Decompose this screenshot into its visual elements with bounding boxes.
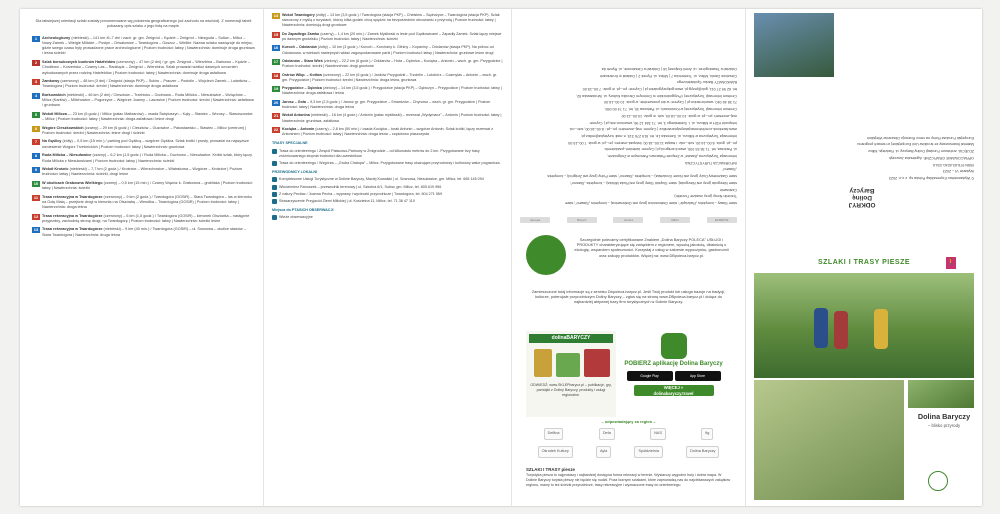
- shop-brand: dolinaBARYCZY: [529, 334, 613, 343]
- shop-products-image: [526, 331, 616, 417]
- guide-icon: [272, 199, 277, 204]
- trail-number: 16: [273, 45, 279, 51]
- app-store-button[interactable]: App Store: [675, 371, 721, 381]
- trail-entry: [272, 127, 503, 137]
- trail-title: Wzgórz Cieszkowskich: [42, 125, 84, 130]
- trail-entry: [32, 214, 255, 225]
- trail-entry: [272, 100, 503, 110]
- sponsor-logo-icon: Barycz: [567, 217, 597, 223]
- trail-title: Ruda Milicka – Niesułowice: [42, 153, 92, 158]
- upside-down-info-block: [512, 9, 745, 209]
- info-line: maj–wrzesień: pn.–pt. w godz. 10.00–18.00, sob. w godz. 10.00–13.00: [621, 113, 737, 118]
- list-item-text: Z natury Pectiac / Joanna Pecha – wyprawy i wycieczki przyrodnicze | Twardogóra, tel. 604 271 569: [279, 191, 443, 196]
- cover-big-title: ODKRYJ Dolinę Baryczy: [848, 187, 876, 208]
- info-line: Centrum Informacji Turystycznej w Krośnicach, ul. Parkowa 30, tel. 71 74 00 055,: [604, 107, 737, 112]
- trail-entry: [272, 86, 503, 96]
- info-line: INFORMACJA TURYSTYCZNA: [685, 160, 737, 165]
- sponsor-logos: [512, 215, 745, 225]
- list-item-text: Włodzimierz Ranoszek – przewodnik terenowy | ul. Szkolna 6/1, Sułów, gm. Milicz, tel. 605 619 956: [279, 184, 442, 189]
- trail-entries-2: [272, 13, 503, 137]
- imprint-line: Europejski Fundusz Rolny na rzecz Rozwoju Obszarów Wiejskich: [866, 135, 974, 140]
- trail-text: Ruda Milicka – Niesułowice (czarny) – 6,2 km (1,5 godz.) / Ruda Milicka – Duchowo – Niesułowice. Krótki szlak, który łączy Ruda Milicka z Niesułowicami | Poziom trudności: łatwy | Nawierzchnia: ścieżki: [42, 153, 252, 163]
- imprint-line: ZDJĘCIA: archiwum Fundacji Doliny Baryczy, ul. Radzieja, Milicz: [868, 149, 974, 154]
- trail-text: Kuroch – Odolanów (żółty) – 10 km (3 godz.) / Kuroch – Kurchany k. Glininy – Kopaniny – Odolanów (stacja PKP). Na północ od Odolanowa, w wiekach nastepnych widać zagospodarowane parki | Poziom trudności: łatwy | Nawierzchnia: gruntowe leśne drogi: [282, 45, 494, 55]
- trail-entry: [32, 181, 255, 192]
- trail-title: Kocięba – Antonin: [282, 126, 315, 131]
- product-box-icon: [556, 353, 580, 377]
- trail-number: 20: [273, 99, 279, 105]
- trail-entries-1: [32, 36, 255, 238]
- trail-title: Do Zapadłego Zamku: [282, 31, 320, 36]
- trail-entry: [272, 73, 503, 83]
- trail-entry: [32, 167, 255, 178]
- trail-entry: [32, 36, 255, 57]
- poleca-badge-icon: [526, 235, 566, 275]
- photo-meadow: [754, 380, 904, 500]
- imprint-line: Wydanie VI – 2023: [942, 169, 974, 174]
- list-item-text: Stowarzyszenie Przyjaciół Ziemi Milickiej | ul. Kościelna 11, Milicz, tel. 71 38 47 110: [279, 198, 415, 203]
- partner-logo: Spółdzielnia: [634, 446, 662, 457]
- trail-entry: [32, 227, 255, 238]
- trail-title: Ostrów Wlkp. – Kotłów: [282, 72, 322, 77]
- info-line: www.facebook.com/informacjaturystycznamilicz | Czynne: maj–wrzesień: pn.–pt.: 8.00–16.00, sob.–nd.: [569, 127, 737, 132]
- cert-text: Szczególnie polecamy certyfikowane Znakiem „Dolina Baryczy POLECA” USŁUGI i PRODUKTY charakteryzujące się związkiem z regionem, wysoką jakością, dbałością o ekologię, wsparciem społeczności. Korzystaj z usług w zakresie wypoczynku, gastronomii oraz zakupy produktów. Więcej na: www.DBpoleca.barycz.pl.: [574, 237, 729, 258]
- trail-title: Archeologiczny: [42, 35, 71, 40]
- info-line: ul. Parkowa, tel. 71 38 53 935, www.it.zmigrod.pl | Czynne: kwiecień–październik:: [604, 147, 737, 152]
- trail-title: Wokół Twardogóry: [282, 13, 315, 17]
- imprint-line: © Wydawnictwo ExpressMap Polska sp. z o.o. 2023: [888, 176, 974, 180]
- trails-text: Turystyka piesza to najprostszy i najbardziej dostępna forma rekreacji w terenie. Wystarczy wygodne buty i dobra mapa. W Dolinie Baryczy turysta pieszy nie będzie się nudził. Poza licznymi szlakami, które zaprowadzą nas do najciekawszych zakątków regionu, mamy tu też ścieżki przyrodnicze, trasy rekreacyjne i wyznaczone trasy do orienteeringu.: [526, 473, 731, 488]
- info-panel: [512, 9, 745, 506]
- trail-text: Wzgórz Cieszkowskich (czarny) – 29 km (6 godz.) / Cieszków – Guzowice – Pakosławsko – Stawiec – Milicz (centrum) | Poziom trudności: średni | Nawierzchnia: leśne drogi i ścieżki: [42, 125, 247, 135]
- list-item-text: Trasa do orienteeringu / Wzgórza – „Gruba Chałupa” – Milicz. Przygotowane trasy ukazujące przyrodniczy i kulturowy walor pogranicza.: [279, 160, 501, 165]
- photo-lake: [754, 13, 834, 77]
- info-line: pn.–pt. godz. 8.00–16.00, sob.–ndz. i święta 11.00–18.00, listopad–marzec: pn.–pt. w godz. 7.00–15.00: [568, 140, 737, 145]
- trail-entry: [32, 153, 255, 164]
- trail-text: Trasa rekreacyjna w Twardogórze (czerwony) – 9 km (2 godz.) / Twardogóra (GOSiR) – Stara Twardogóra – las w kierunku na Gołę Małą – przejście drogi w kierunku na Olszówkę – Wesółka – Twardogóra (GOSiR) | Poziom trudności: łatwy | Nawierzchnia: droga leśna: [42, 194, 252, 210]
- observation-text: Wieże obserwacyjne: [279, 215, 313, 220]
- hiker-figure-icon: [814, 308, 828, 348]
- trail-text: Ostrów Wlkp. – Kotłów (czerwony) – 22 km (6 godz.) / Janków Przygodzki – Trzcielin – Lutobórz – Czarnylas – Antonin – wsch. gr. gm. Przygodzice | Poziom trudności: średni | Nawierzchnia: droga leśna, gruntowa: [282, 72, 497, 82]
- trail-title: Przygodzice – Dębnica: [282, 86, 322, 91]
- imprint-line: Materiał finansowany ze środków Unii Europejskiej w ramach programu: [857, 142, 974, 147]
- trail-number: 8: [32, 153, 40, 159]
- trail-number: 5: [32, 112, 40, 118]
- more-link[interactable]: [634, 385, 714, 396]
- partners-row-2: [526, 445, 731, 459]
- sponsor-logo-icon: EFRROW: [707, 217, 737, 223]
- guide-icon: [272, 185, 277, 190]
- trail-entry: [272, 45, 503, 55]
- trail-number: 1: [32, 36, 40, 42]
- trail-text: Szlak borsukowych bunkrów Hatzfeldów (czerwony) – 47 km (2 dni) / gr. gm. Żmigród – Wierzbina – Barkowo – Kędzie – Chodlewo – Korzeńsko – Czarny Las – Radziądz – Żmigród – Wierzbina. Szlak prowadzi wzdłuż dawnych umocnień wybudowanych przez rodzinę Hatzfeldów | Poziom trudności: łatwy | Nawierzchnia: dominuje droga asfaltowa: [42, 59, 251, 75]
- imprint-line: OPRACOWANIE GRAFICZNE: Agnieszka Juszczyk: [888, 155, 974, 160]
- trail-text: Wokół Antonina (niebieski) – 16 km (4 godz.) / Antonin (pałac myśliwski) – rezerwat „Wydymacz” – Antonin | Poziom trudności: łatwy | Nawierzchnia: gruntowa, asfaltowa: [282, 113, 502, 123]
- trail-title: Szlak borsukowych bunkrów Hatzfeldów: [42, 59, 116, 64]
- trail-title: Borkowskich: [42, 92, 66, 97]
- list-item-text: Trasa do orienteeringu / Zespół Pałacowo-Parkowy w Żmigrodzie – od kilkunastu metrów do 2 km. Przygotowane trzy trasy zróżnicowanego stopnia trudności dla uczestników.: [279, 148, 480, 158]
- hiker-figure-icon: [834, 311, 848, 349]
- shop-text: ODWIEDŹ: www.SKLEPbarycz.pl – publikacje, gry, pamiątki z Doliny Baryczy, produkty i usługi regionalne.: [530, 383, 612, 397]
- trail-text: Zamkowy (czerwony) – 48 km (3 dni) / Żmigród (stacja PKP) – Sułów – Praczer – Postolin – Wojciech Zamek – Ludwików – Twardogóra | Poziom trudności: średni | Nawierzchnia: dominuje droga asfaltowa: [42, 79, 251, 89]
- trail-entry: [272, 59, 503, 69]
- trail-title: Trasa rekreacyjna w Twardogórze: [42, 213, 103, 218]
- app-promo-row: [526, 331, 731, 417]
- trail-text: Przygodzice – Dębnica (zielony) – 14 km (3,5 godz.) / Przygodzice (stacja PKP) – Gębiczyn – Przygodzice | Poziom trudności: łatwy | Nawierzchnia: droga asfaltowa i leśna: [282, 86, 502, 96]
- list-item: [272, 199, 503, 204]
- trail-title: Kuroch – Odolanów: [282, 45, 317, 50]
- trail-number: 11: [33, 194, 39, 200]
- trail-title: Wokół Milicza: [42, 111, 67, 116]
- trail-text: Odolanów – Stara Wieś (zielony) – 22,2 km (6 godz.) / Odolanów – Huta – Dębnica – Kocięba – Antonin – wsch. gr. gm. Przygodzice | Poziom trudności: średni | Nawierzchnia: drogi gruntowe: [282, 58, 503, 69]
- trail-number: 2: [32, 60, 40, 66]
- trail-entry: [272, 13, 503, 29]
- info-line: stare Stawy – kompleks „Radziądz”; stare Grabownica (przy wsi Grabownica) – kompleks „Stawno”; stare: [565, 201, 737, 205]
- cover-panel: [746, 9, 982, 506]
- app-promo: [616, 331, 731, 417]
- tower-icon: [272, 215, 277, 220]
- trail-title: W okolicach Grabowna Wielkiego: [42, 180, 103, 185]
- photo-hikers-forest: [754, 273, 974, 378]
- trail-entry: [272, 113, 503, 123]
- hiker-figure-icon: [874, 309, 888, 349]
- info-line: 71 38 46 040, www.krosnice.pl | Czynne: w dni powszednie, w godz. 10.00–18.00: [604, 100, 737, 105]
- more-label: WIĘCEJ »: [663, 385, 684, 390]
- special-routes-list: [272, 149, 503, 167]
- photo-trees: [908, 380, 974, 408]
- trails-heading: SZLAKI I TRASY piesze: [526, 467, 575, 472]
- trail-title: Zamkowy: [42, 79, 60, 84]
- trail-text: Wokół Twardogóry (żółty) – 13 km (3,5 godz.) / Twardogóra (stacja PKP) – Chełstów – Sądrożyce – Twardogóra (stacja PKP). Szlak stworzony z myślą o turystach, którzy kilka godzin chcą spędzić na bezpośrednim obcowaniu z przyrodą | Poziom trudności: łatwy | Nawierzchnia: dominują drogi gruntowe: [282, 13, 500, 28]
- trail-number: 15: [273, 31, 279, 37]
- trail-text: Trasa rekreacyjna w Twardogórze (niebieski) – 9 km (40 min.) / Twardogóra (GOSiR) – ul. Sosnowa – okolice stawów – Stara Twardogóra | Nawierzchnia: droga leśna: [42, 227, 246, 237]
- partner-logo: Dolina Baryczy: [686, 446, 719, 457]
- trail-number: 14: [273, 13, 279, 18]
- trail-number: 17: [273, 58, 279, 64]
- trail-entry: [32, 126, 255, 137]
- trail-number: 4: [32, 93, 40, 99]
- partner-logo: Ayla: [596, 446, 611, 457]
- imprint-line: ISBN 978-83-8240-334-6: [932, 162, 974, 167]
- list-item: [272, 185, 503, 190]
- more-url: dolinabaryczy.travel: [653, 390, 694, 396]
- info-line: stare Niezgoda (przy wsi Niezgoda); stare Słupicki Stary (przy wsi Ruda Milicka) – kompleks „Stawno”;: [569, 180, 737, 185]
- trail-entry: [32, 60, 255, 76]
- partner-logo: fig: [701, 428, 713, 439]
- trail-number: 21: [273, 113, 279, 119]
- partners-row-1: [526, 427, 731, 441]
- info-line: Cieszków Zamki, Milicz, ul. Trzebnicka 7 | Milicz, ul. Rynek 2 | Oddział w Krośnicach: [599, 73, 737, 78]
- cover-subtitle: – blisko przyrody: [927, 423, 961, 428]
- info-line: Trzcielin Nowy (przy osadzie Trzcielin): [674, 194, 737, 199]
- sponsor-logo-icon: Milicz: [660, 217, 690, 223]
- guide-icon: [272, 192, 277, 197]
- trail-title: Na Gęślicy: [42, 139, 62, 144]
- intro-text: Dla łatwiejszej orientacji szlaki zostały ponumerowane wg położenia geograficznego (od zachodu na wschód). Z numeracji tabeli pokazany opis szlaku z jego listą na mapie.: [35, 19, 252, 29]
- sponsor-logo-icon: Europa: [520, 217, 550, 223]
- trail-number: 3: [32, 79, 40, 85]
- folded-brochure: [20, 9, 982, 506]
- product-jar-icon: [534, 349, 552, 377]
- sponsor-logo-icon: Gmina: [613, 217, 643, 223]
- trail-entry: [272, 32, 503, 42]
- trail-number: 22: [273, 126, 279, 132]
- trail-entry: [32, 93, 255, 109]
- guide-icon: [272, 177, 277, 182]
- trail-title: Odolanów – Stara Wieś: [282, 58, 323, 63]
- route-icon: [272, 149, 277, 154]
- trail-text: Na Gęślicy (żółty) – 0,5 km (15 min.) / parking pod Gęślicą – wzgórze Gęślica. Szlak krótki i prosty, prowadzi na najwyższe wzniesienie Wzgórz Trzebnickich | Poziom trudności: łatwy | Nawierzchnia: gruntowa: [42, 139, 249, 149]
- google-play-button[interactable]: Google Play: [627, 371, 673, 381]
- trail-entry: [32, 112, 255, 123]
- trail-title: Trasa rekreacyjna w Twardogórze: [42, 194, 103, 199]
- list-item: [272, 177, 503, 182]
- app-logo-icon: [661, 333, 687, 359]
- trail-text: Archeologiczny (niebieski) – 141 km /6–7 dni / zach. gr. gm. Żmigród – Kędzie – Żmigród – Niezgoda – Sułów – Milicz – Nowy Zamek – Wielgie Milickie – Pustyn – Drwalowice – Twardogóra – Goszcz – Wielkie. Nazwa szlaku nawiązuje do miejsc, gdzie swego czasu były prowadzone prace archeologiczne | Poziom trudności: łatwy | Nawierzchnia: dominuje droga gruntowa i leśna ścieżki: [42, 35, 255, 56]
- trail-title: Wokół Krośnic: [42, 167, 69, 172]
- info-line: BANKOMATY Banku Spółdzielczego: [676, 80, 737, 85]
- info-line: Centrum Informacji Turystycznej i Przygodnickich w Gminnym Ośrodku Kultury, ul. Wrocławska 52,: [576, 93, 737, 98]
- trail-text: Wokół Milicza — 23 km (6 godz.) / Milicz (pałac Maltzanów) – osada Świętoszyn – Kąty – Stawiec – Wrzosy – Sławoszowice – Milicz | Poziom trudności: łatwy | Nawierzchnia: droga asfaltowa i leśne drogi: [42, 111, 253, 122]
- special-routes-heading: TRASY SPECJALNE: [272, 141, 308, 146]
- trail-title: Trasa rekreacyjna w Twardogórze: [42, 227, 103, 232]
- info-line: Informacja Turystyczna „Baszta” w Zespole Pałacowo-Parkowym w Żmigrodzie,: [607, 154, 737, 159]
- app-title: POBIERZ aplikację Dolina Baryczy: [624, 361, 723, 367]
- observation-heading: Miejsca do PTASICH OBSERWACJI: [272, 208, 334, 213]
- trail-number: 19: [273, 86, 279, 92]
- trail-title: Wokół Antonina: [282, 113, 310, 118]
- info-line: Czatownie: [719, 187, 737, 192]
- trail-text: W okolicach Grabowna Wielkiego (czarny) – 0,5 km (15 min.) / Czarny Wąwóz k. Grabowna – grobliska | Poziom trudności: łatwy | Nawierzchnia: ścieżki: [42, 180, 253, 191]
- trail-text: Borkowskich (niebieski) – 46 km (2 dni) / Cieszków – Trzebicko – Godnowa – Ruda Milicka – Niesułowice – Wziąchów – Milicz (Karłów) – Milichowice – Pogorzyce – Wzgórze Joanny – Lasowice | Poziom trudności: średni | Nawierzchnia: asfaltowa / gruntowa: [42, 92, 254, 108]
- trail-text: Trasa rekreacyjna w Twardogórze (czerwony) – 6 km (1,5 godz.) / Twardogóra (GOSiR) – kierunek Olszówka – następnie przyjezdny, zachodnią stronę drogi, na Twardogórę | Poziom trudności: łatwy | Nawierzchnia: ścieżki leśne: [42, 213, 250, 223]
- trail-text: Do Zapadłego Zamku (czarny) – 1,4 km (20 min.) / Zamek Myśliwski w lesie pod Gądkowicami – Zapadły Zamek. Szlak łączy miejsce po dawnym grodzisku | Poziom trudności: łatwy | Nawierzchnia: ścieżki: [282, 31, 502, 41]
- trail-list-panel-1: [20, 9, 263, 506]
- trail-title: Jarosz – Goła: [282, 99, 306, 104]
- cover-title-text: Dolina Baryczy: [917, 412, 971, 421]
- guides-list: [272, 177, 503, 204]
- partners-title: – odpowiadający za region –: [601, 419, 656, 424]
- info-line: Infopunkt KDH w Miliczu, ul. I. Sobieskiego 3, tel. 71 384 12 96, www.kcm.edu.pl | Czynne:: [589, 120, 737, 125]
- list-item: [272, 161, 503, 166]
- trail-entry: [32, 139, 255, 150]
- info-line: Informacja Turystyczna w Miliczu, ul. Szewska 1b, tel. 515 276 315, e-mail: turystyka@milicz.pl;: [580, 133, 737, 138]
- trail-text: Jarosz – Goła – 9,3 km (2,5 godz.) / Jarosz gr. gm. Przygodzice – Smardzów – Chynowo – wsch. gr. gm. Przygodzice | Poziom trudności: łatwy | Nawierzchnia: droga leśna: [282, 99, 491, 109]
- list-item: [272, 149, 503, 159]
- list-item-text: Kompleksowe Usługi Turystyczne w Dolinie Baryczy, Maciej Kowalski | ul. Sosnowa, Niesułowice, gm. Milicz, tel. 665 145 094: [279, 177, 484, 182]
- hiker-icon: 🚶: [946, 257, 956, 269]
- trail-number: 7: [32, 139, 40, 145]
- list-item: [272, 192, 503, 197]
- trail-entry: [32, 195, 255, 211]
- trail-text: Kocięba – Antonin (czarny) – 2,8 km (50 min.) / osada Kocięba – turak Antonin – wzgórze Antonin. Szlak krótki, łączy rezerwat z Antoninem | Poziom trudności: łatwy | Nawierzchnia: droga leśna – częściowo piaszczysta: [282, 126, 493, 137]
- trail-number: 13: [33, 227, 39, 233]
- invite-text: Zamieszczone tutaj informacje są z serwisu Dbpoleca.barycz.pl. Jeśli Twój produkt lub usługa bazuje na tradycji, kulturze, potencjale przyrodniczym Doliny Baryczy – zgłoś się na stronę www.DBpoleca.barycz.pl i dołącz do najbardziej aktywnej bazy firm turystycznych w Dolinie Baryczy.: [531, 289, 726, 305]
- dolina-baryczy-logo-icon: [928, 471, 948, 491]
- trails-title: SZLAKI I TRASY PIESZE: [817, 259, 911, 266]
- observation-item: [272, 215, 503, 220]
- info-line: tel. 62 59 27 011, gok@przyg.pl, www.gokprzygodzice.pl | Czynne: pn.–pt. w godz. 7.00–15.00: [582, 87, 737, 92]
- route-icon: [272, 161, 277, 166]
- trails-intro: [526, 467, 731, 488]
- trail-text: Wokół Krośnic (niebieski) – 7,7 km (2 godz.) / Krośnice – Wierzchowice – Wiatrakowa – Wzgórze – Krośnice | Poziom trudności: łatwy | Nawierzchnia: ścieżki, drogi leśne: [42, 167, 243, 177]
- partner-logo: Ośrodek Kultury: [538, 446, 573, 457]
- info-line: Oddział w Twardogórze, ul. Armii Krajowej 16 | Oddział w Cieszkowie, ul. Rynek 6a: [601, 66, 737, 71]
- partner-logo: Delfina: [544, 428, 564, 439]
- partner-logo: Defa: [599, 428, 615, 439]
- trail-number: 18: [273, 72, 279, 78]
- trail-number: 9: [32, 167, 40, 173]
- trail-number: 10: [33, 180, 39, 186]
- partner-logo: NAS: [650, 428, 666, 439]
- trail-entry: [32, 79, 255, 90]
- product-bag-icon: [584, 349, 610, 377]
- info-line: stare Gadziniewy Duży (przy wsi Nowe Grodziska) – kompleks „Stawno”; stare Polny (przy wsi Żmigród) – kompleks: [547, 174, 737, 179]
- trail-list-panel-2: [264, 9, 511, 506]
- cover-title: [914, 413, 974, 429]
- trail-number: 12: [33, 213, 39, 219]
- guides-heading: PRZEWODNICY LOKALNI: [272, 170, 318, 175]
- trail-number: 6: [32, 126, 40, 132]
- info-line: „Stawno”: [722, 167, 737, 172]
